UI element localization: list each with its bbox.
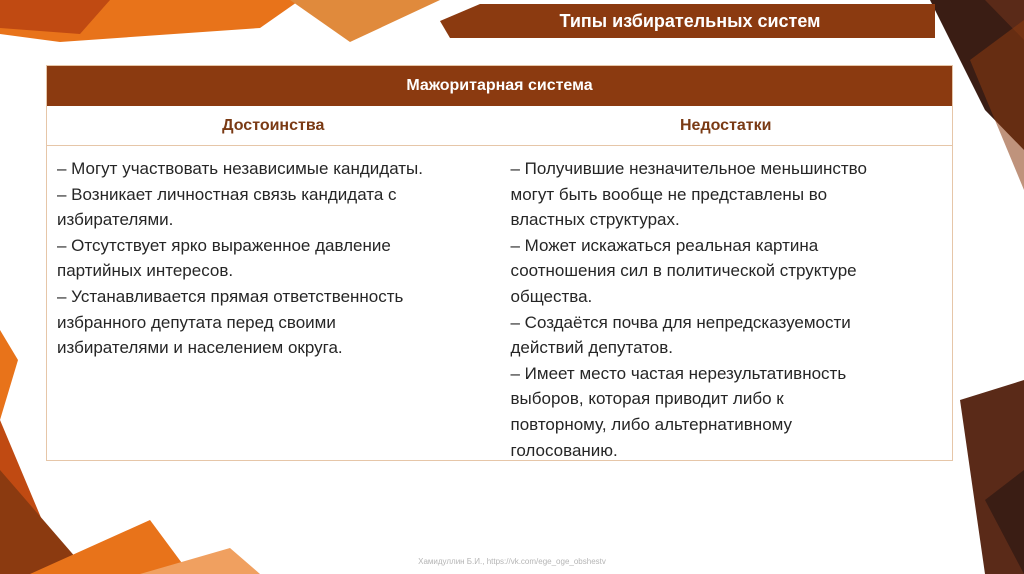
- advantages-line: – Отсутствует ярко выраженное давление: [57, 235, 391, 255]
- slide-title: Типы избирательных систем: [559, 11, 821, 31]
- disadvantages-line: – Создаётся почва для непредсказуемости: [510, 312, 851, 332]
- disadvantages-line: общества.: [510, 286, 593, 306]
- column-heading-disadvantages: Недостатки: [680, 117, 772, 134]
- table-body: [47, 146, 952, 463]
- column-headings-row: [47, 106, 952, 146]
- footer-credit: Хамидуллин Б.И., https://vk.com/ege_oge_obshestv: [418, 557, 606, 566]
- disadvantages-line: выборов, которая приводит либо к: [510, 389, 784, 409]
- column-heading-advantages: Достоинства: [222, 117, 325, 134]
- deco-shape-top-left-3: [290, 0, 440, 42]
- disadvantages-line: соотношения сил в политической структуре: [510, 261, 857, 281]
- table-header: Мажоритарная система: [47, 66, 952, 106]
- disadvantages-line: – Получившие незначительное меньшинство: [510, 159, 867, 178]
- disadvantages-line: – Имеет место частая нерезультативность: [510, 363, 847, 383]
- disadvantages-line: могут быть вообще не представлены во: [510, 184, 828, 204]
- advantages-line: партийных интересов.: [57, 261, 234, 281]
- advantages-line: избирателями.: [57, 210, 174, 230]
- disadvantages-line: действий депутатов.: [510, 338, 673, 358]
- disadvantages-column: [499, 146, 953, 463]
- advantages-line: – Устанавливается прямая ответственность: [57, 286, 404, 306]
- disadvantages-line: властных структурах.: [510, 210, 680, 230]
- advantages-line: – Возникает личностная связь кандидата с: [57, 184, 397, 204]
- deco-shape-left-mid: [0, 330, 18, 420]
- disadvantages-line: голосованию.: [510, 440, 618, 460]
- majoritarian-table: [46, 65, 953, 461]
- disadvantages-line: повторному, либо альтернативному: [510, 414, 793, 434]
- advantages-line: избранного депутата перед своими: [57, 312, 336, 332]
- disadvantages-line: – Может искажаться реальная картина: [510, 235, 819, 255]
- advantages-line: – Могут участвовать независимые кандидаты.: [57, 159, 423, 178]
- advantages-column: [47, 146, 499, 463]
- advantages-line: избирателями и населением округа.: [57, 338, 343, 358]
